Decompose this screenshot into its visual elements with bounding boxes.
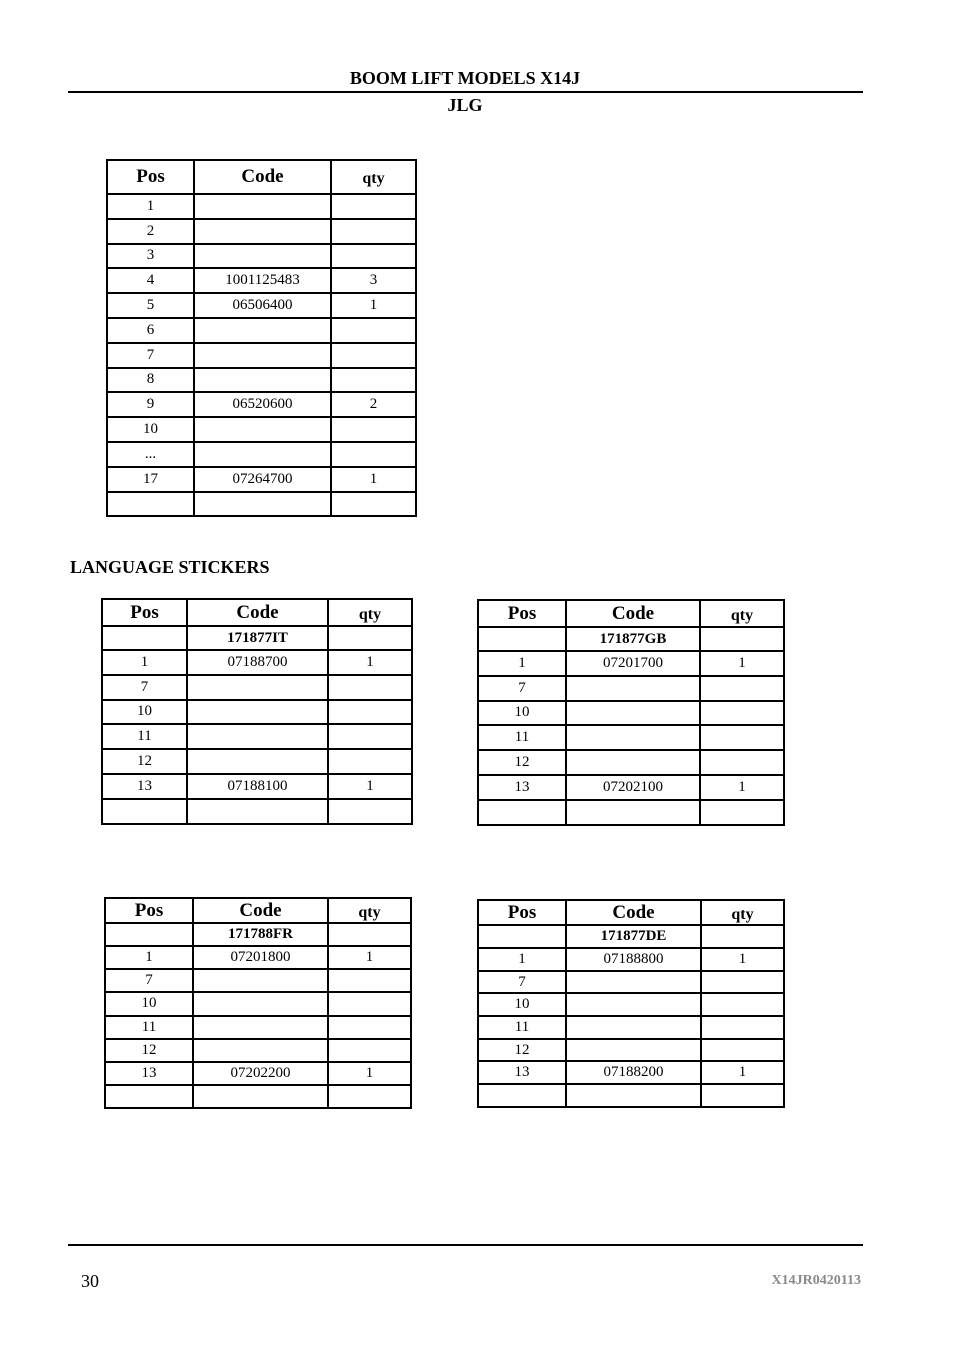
code-cell xyxy=(566,750,700,775)
code-cell: 07202200 xyxy=(193,1062,328,1085)
pos-cell: 13 xyxy=(105,1062,193,1085)
qty-cell: 1 xyxy=(328,650,412,675)
qty-cell xyxy=(331,343,416,368)
code-cell xyxy=(194,492,331,517)
kit-qty-cell xyxy=(701,925,784,948)
qty-cell xyxy=(328,992,411,1015)
kit-code-cell: 171877DE xyxy=(566,925,701,948)
sticker-table-fr xyxy=(104,897,412,1109)
qty-cell xyxy=(328,675,412,700)
qty-cell xyxy=(331,368,416,393)
table-row xyxy=(107,392,416,417)
code-cell: 06520600 xyxy=(194,392,331,417)
section-title-language-stickers: LANGUAGE STICKERS xyxy=(70,557,270,577)
kit-qty-cell xyxy=(328,626,412,650)
qty-cell xyxy=(701,1039,784,1062)
column-header-code: Code xyxy=(193,898,328,923)
table-row xyxy=(478,651,784,676)
qty-cell xyxy=(700,676,784,701)
code-cell xyxy=(566,1084,701,1107)
code-cell xyxy=(193,969,328,992)
code-cell xyxy=(194,318,331,343)
code-cell xyxy=(566,800,700,825)
table-row xyxy=(478,800,784,825)
pos-cell: 7 xyxy=(478,676,566,701)
pos-cell: 1 xyxy=(478,948,566,971)
pos-cell: 1 xyxy=(107,194,194,219)
table-row xyxy=(102,799,412,824)
document-title: BOOM LIFT MODELS X14J xyxy=(349,68,581,88)
column-header-pos: Pos xyxy=(478,900,566,925)
column-header-pos: Pos xyxy=(102,599,187,626)
main-parts-table xyxy=(106,159,417,517)
table-row xyxy=(107,368,416,393)
qty-cell xyxy=(328,1039,411,1062)
column-header-code: Code xyxy=(187,599,328,626)
pos-cell: 11 xyxy=(105,1016,193,1039)
table-row xyxy=(107,467,416,492)
qty-cell: 1 xyxy=(328,774,412,799)
pos-cell xyxy=(102,799,187,824)
brand-name: JLG xyxy=(447,95,483,115)
code-cell xyxy=(194,343,331,368)
code-cell xyxy=(187,724,328,749)
code-cell: 07201700 xyxy=(566,651,700,676)
qty-cell xyxy=(331,219,416,244)
qty-cell xyxy=(701,1016,784,1039)
table-row xyxy=(478,1084,784,1107)
pos-cell: 1 xyxy=(105,946,193,969)
code-cell xyxy=(193,1016,328,1039)
table-row xyxy=(478,775,784,800)
table-row xyxy=(102,774,412,799)
qty-cell xyxy=(331,442,416,467)
code-cell: 07188100 xyxy=(187,774,328,799)
table-row xyxy=(478,750,784,775)
table-row xyxy=(478,676,784,701)
column-header-pos: Pos xyxy=(105,898,193,923)
pos-cell: 9 xyxy=(107,392,194,417)
page-number: 30 xyxy=(81,1271,99,1291)
table-row xyxy=(478,1061,784,1084)
pos-cell: 17 xyxy=(107,467,194,492)
column-header-pos: Pos xyxy=(478,600,566,627)
qty-cell xyxy=(331,244,416,269)
table-row xyxy=(105,1016,411,1039)
kit-code-cell: 171877GB xyxy=(566,627,700,651)
kit-pos-cell xyxy=(105,923,193,946)
pos-cell: 8 xyxy=(107,368,194,393)
kit-pos-cell xyxy=(478,627,566,651)
code-cell xyxy=(566,971,701,994)
pos-cell: 1 xyxy=(102,650,187,675)
qty-cell: 3 xyxy=(331,268,416,293)
sticker-table-de xyxy=(477,899,785,1108)
table-row xyxy=(102,700,412,725)
table-row xyxy=(105,992,411,1015)
column-header-qty: qty xyxy=(328,898,411,923)
qty-cell xyxy=(331,318,416,343)
qty-cell xyxy=(331,492,416,517)
pos-cell: 4 xyxy=(107,268,194,293)
code-cell: 07201800 xyxy=(193,946,328,969)
pos-cell: 1 xyxy=(478,651,566,676)
table-row xyxy=(107,244,416,269)
column-header-code: Code xyxy=(566,600,700,627)
code-cell: 06506400 xyxy=(194,293,331,318)
code-cell xyxy=(187,700,328,725)
code-cell: 1001125483 xyxy=(194,268,331,293)
table-row xyxy=(105,1039,411,1062)
header-divider xyxy=(68,91,863,93)
sticker-table-gb xyxy=(477,599,785,826)
code-cell: 07188200 xyxy=(566,1061,701,1084)
qty-cell xyxy=(701,971,784,994)
qty-cell xyxy=(701,1084,784,1107)
qty-cell: 1 xyxy=(331,293,416,318)
qty-cell xyxy=(700,701,784,726)
code-cell: 07188700 xyxy=(187,650,328,675)
qty-cell xyxy=(328,749,412,774)
column-header-code: Code xyxy=(194,160,331,194)
code-cell xyxy=(566,1039,701,1062)
table-row xyxy=(107,268,416,293)
code-cell xyxy=(187,675,328,700)
pos-cell: 6 xyxy=(107,318,194,343)
table-row xyxy=(478,725,784,750)
pos-cell: 10 xyxy=(105,992,193,1015)
qty-cell: 2 xyxy=(331,392,416,417)
pos-cell: 11 xyxy=(478,725,566,750)
qty-cell: 1 xyxy=(328,1062,411,1085)
column-header-qty: qty xyxy=(701,900,784,925)
qty-cell xyxy=(328,700,412,725)
pos-cell: 11 xyxy=(478,1016,566,1039)
pos-cell: 13 xyxy=(478,775,566,800)
pos-cell: 12 xyxy=(105,1039,193,1062)
code-cell xyxy=(566,993,701,1016)
table-row xyxy=(107,343,416,368)
qty-cell: 1 xyxy=(701,1061,784,1084)
table-row xyxy=(107,219,416,244)
table-row xyxy=(102,749,412,774)
table-row xyxy=(478,993,784,1016)
pos-cell: 12 xyxy=(102,749,187,774)
pos-cell xyxy=(478,800,566,825)
pos-cell: 13 xyxy=(102,774,187,799)
qty-cell xyxy=(701,993,784,1016)
table-row xyxy=(107,318,416,343)
kit-qty-cell xyxy=(328,923,411,946)
table-row xyxy=(107,492,416,517)
code-cell xyxy=(194,194,331,219)
table-row xyxy=(478,1039,784,1062)
pos-cell: 3 xyxy=(107,244,194,269)
code-cell xyxy=(187,749,328,774)
qty-cell xyxy=(700,750,784,775)
kit-pos-cell xyxy=(102,626,187,650)
pos-cell: 7 xyxy=(107,343,194,368)
qty-cell xyxy=(328,1085,411,1108)
table-row xyxy=(107,417,416,442)
qty-cell xyxy=(700,725,784,750)
column-header-qty: qty xyxy=(331,160,416,194)
code-cell xyxy=(566,725,700,750)
qty-cell xyxy=(331,194,416,219)
code-cell xyxy=(194,442,331,467)
table-row xyxy=(107,194,416,219)
table-row xyxy=(478,971,784,994)
qty-cell xyxy=(328,799,412,824)
pos-cell: 11 xyxy=(102,724,187,749)
qty-cell: 1 xyxy=(700,775,784,800)
table-row xyxy=(107,293,416,318)
qty-cell xyxy=(331,417,416,442)
qty-cell: 1 xyxy=(701,948,784,971)
pos-cell: 13 xyxy=(478,1061,566,1084)
pos-cell: 12 xyxy=(478,750,566,775)
pos-cell xyxy=(478,1084,566,1107)
code-cell xyxy=(187,799,328,824)
pos-cell: 7 xyxy=(102,675,187,700)
code-cell xyxy=(194,244,331,269)
table-row xyxy=(478,948,784,971)
kit-pos-cell xyxy=(478,925,566,948)
kit-qty-cell xyxy=(700,627,784,651)
pos-cell: 10 xyxy=(478,993,566,1016)
code-cell xyxy=(194,219,331,244)
table-row xyxy=(107,442,416,467)
table-row xyxy=(478,701,784,726)
table-row xyxy=(102,675,412,700)
table-row xyxy=(105,969,411,992)
code-cell xyxy=(194,368,331,393)
table-row xyxy=(102,724,412,749)
pos-cell: 10 xyxy=(102,700,187,725)
qty-cell: 1 xyxy=(331,467,416,492)
pos-cell: 10 xyxy=(478,701,566,726)
column-header-qty: qty xyxy=(700,600,784,627)
table-row xyxy=(102,650,412,675)
column-header-pos: Pos xyxy=(107,160,194,194)
pos-cell: 5 xyxy=(107,293,194,318)
document-code: X14JR0420113 xyxy=(771,1273,861,1288)
code-cell xyxy=(194,417,331,442)
code-cell: 07202100 xyxy=(566,775,700,800)
code-cell xyxy=(193,1085,328,1108)
qty-cell xyxy=(328,1016,411,1039)
column-header-code: Code xyxy=(566,900,701,925)
footer-divider xyxy=(68,1244,863,1246)
code-cell xyxy=(566,1016,701,1039)
code-cell xyxy=(566,701,700,726)
code-cell: 07188800 xyxy=(566,948,701,971)
table-row xyxy=(105,1062,411,1085)
pos-cell: ... xyxy=(107,442,194,467)
code-cell xyxy=(566,676,700,701)
pos-cell: 2 xyxy=(107,219,194,244)
table-row xyxy=(105,946,411,969)
pos-cell xyxy=(107,492,194,517)
pos-cell: 7 xyxy=(105,969,193,992)
table-row xyxy=(478,1016,784,1039)
qty-cell: 1 xyxy=(700,651,784,676)
kit-code-cell: 171788FR xyxy=(193,923,328,946)
code-cell: 07264700 xyxy=(194,467,331,492)
qty-cell xyxy=(700,800,784,825)
pos-cell: 7 xyxy=(478,971,566,994)
qty-cell xyxy=(328,724,412,749)
pos-cell: 10 xyxy=(107,417,194,442)
qty-cell: 1 xyxy=(328,946,411,969)
code-cell xyxy=(193,1039,328,1062)
pos-cell xyxy=(105,1085,193,1108)
sticker-table-it xyxy=(101,598,413,825)
kit-code-cell: 171877IT xyxy=(187,626,328,650)
pos-cell: 12 xyxy=(478,1039,566,1062)
code-cell xyxy=(193,992,328,1015)
column-header-qty: qty xyxy=(328,599,412,626)
table-row xyxy=(105,1085,411,1108)
qty-cell xyxy=(328,969,411,992)
